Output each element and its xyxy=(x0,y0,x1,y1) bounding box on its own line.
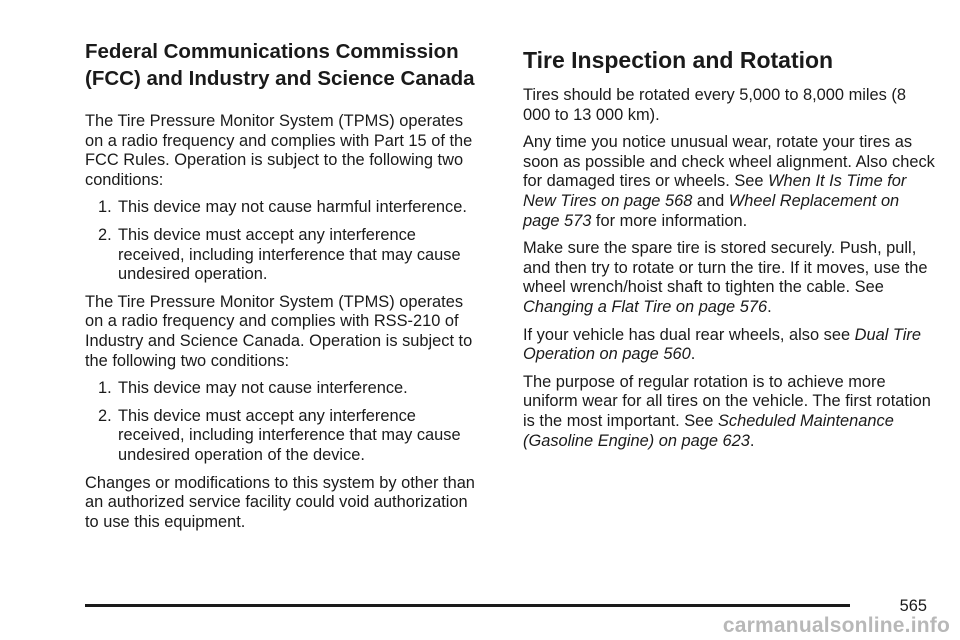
list-item-number: 2. xyxy=(98,225,112,244)
list-item xyxy=(85,226,485,285)
list-item-text: This device must accept any interference received, including interference that may cause undesired operation of the device. xyxy=(118,406,461,464)
paragraph-text: Make sure the spare tire is stored securely. Push, pull, and then try to rotate or turn the tire. If it moves, use the wheel wrench/hoist shaft to tighten the cable. See xyxy=(523,239,928,297)
list-item xyxy=(85,379,485,399)
paragraph-text: The purpose of regular rotation is to achieve more uniform wear for all tires on the vehicle. The first rotation is the most important. See xyxy=(523,372,931,430)
paragraph-text: . xyxy=(749,431,755,450)
fcc-section-heading: Federal Communications Commission (FCC) and Industry and Science Canada xyxy=(85,40,475,90)
spare-tire-paragraph xyxy=(523,239,935,317)
list-item xyxy=(85,198,485,218)
list-item-number: 1. xyxy=(98,379,112,398)
list-item-number: 2. xyxy=(98,406,112,425)
unusual-wear-paragraph xyxy=(523,133,935,231)
footer-rule xyxy=(85,604,850,607)
dual-tire-reference-link[interactable]: Dual Tire Operation on page 560 xyxy=(523,325,921,364)
paragraph-text: for more information. xyxy=(591,211,748,230)
list-item xyxy=(85,407,485,466)
paragraph-text: . xyxy=(690,345,696,364)
watermark: carmanualsonline.info xyxy=(722,614,950,637)
rotation-interval-paragraph: Tires should be rotated every 5,000 to 8,000 miles (8 000 to 13 000 km). xyxy=(523,86,906,124)
paragraph-text: and xyxy=(692,191,729,210)
left-column xyxy=(85,38,485,540)
fcc-conditions-list xyxy=(85,198,485,284)
flat-tire-reference-link[interactable]: Changing a Flat Tire on page 576 xyxy=(523,297,768,316)
page-number: 565 xyxy=(899,597,927,615)
ic-conditions-list xyxy=(85,379,485,465)
list-item-text: This device must accept any interference received, including interference that may cause undesired operation. xyxy=(118,225,461,284)
new-tires-reference-link[interactable]: When It Is Time for New Tires on page 568 xyxy=(523,172,907,210)
paragraph-text: If your vehicle has dual rear wheels, also see xyxy=(523,325,855,344)
list-item-text: This device may not cause interference. xyxy=(118,379,408,398)
right-column xyxy=(523,38,935,459)
paragraph-text: Any time you notice unusual wear, rotate your tires as soon as possible and check wheel alignment. Also check for damaged tires or wheels. See xyxy=(523,133,935,191)
wheel-replacement-reference-link[interactable]: Wheel Replacement on page 573 xyxy=(523,191,900,230)
list-item-text: This device may not cause harmful interference. xyxy=(118,198,467,217)
scheduled-maintenance-reference-link[interactable]: Scheduled Maintenance (Gasoline Engine) on page 623 xyxy=(523,411,894,450)
fcc-paragraph-1: The Tire Pressure Monitor System (TPMS) operates on a radio frequency and complies with Part 15 of the FCC Rules. Operation is subject to the following two conditions: xyxy=(85,112,473,189)
list-item-number: 1. xyxy=(98,198,112,217)
paragraph-text: . xyxy=(767,297,772,316)
rotation-purpose-paragraph xyxy=(523,373,935,451)
ic-paragraph: The Tire Pressure Monitor System (TPMS) operates on a radio frequency and complies with RSS-210 of Industry and Science Canada. Operation is subject to the following two conditions: xyxy=(85,292,473,370)
modifications-paragraph: Changes or modifications to this system by other than an authorized service facility could void authorization to use this equipment. xyxy=(85,473,475,531)
tire-rotation-heading: Tire Inspection and Rotation xyxy=(523,47,834,73)
dual-rear-wheels-paragraph xyxy=(523,326,935,365)
